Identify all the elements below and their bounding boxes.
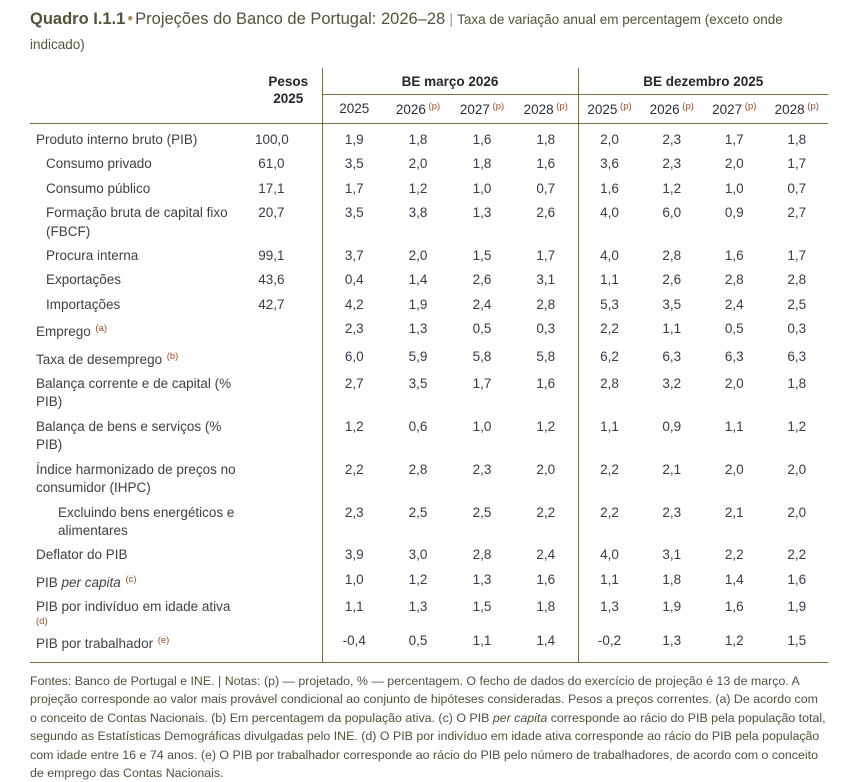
- table-row: [30, 595, 828, 628]
- value-cell-dezembro: 2,2: [578, 458, 641, 501]
- value-cell-marco: 3,0: [408, 547, 428, 563]
- italic-text: per capita: [492, 710, 548, 725]
- table-row: [30, 568, 828, 595]
- table-row: [30, 244, 828, 268]
- corner-cell: [30, 68, 255, 124]
- value-cell-marco: 2,6: [472, 272, 492, 288]
- value-cell-marco: 2,3: [322, 317, 386, 344]
- value-cell-marco: 2,0: [408, 248, 428, 264]
- value-cell-marco: 3,1: [536, 272, 556, 288]
- year-header: [322, 95, 386, 124]
- value-cell-marco: 1,4: [514, 629, 578, 663]
- table-row: [30, 152, 828, 176]
- table-head: [30, 68, 828, 124]
- row-label: [30, 458, 255, 501]
- text-segment: Produto interno bruto (PIB): [36, 132, 198, 147]
- value-cell-marco: 1,1: [450, 629, 514, 663]
- table-row: [30, 458, 828, 501]
- table-title: [30, 7, 828, 57]
- value-cell-marco: 2,4: [536, 547, 556, 563]
- value-cell-dezembro: 2,2: [724, 547, 744, 563]
- pesos-cell: [255, 415, 322, 458]
- year-label: 2026: [395, 102, 426, 117]
- pesos-cell: 61,0: [258, 156, 285, 172]
- value-cell-marco: 1,7: [472, 376, 492, 392]
- row-label: [30, 317, 255, 344]
- value-cell-dezembro: 2,7: [787, 205, 807, 221]
- row-label: [30, 152, 255, 176]
- text-segment: Balança corrente e de capital (% PIB): [36, 376, 232, 410]
- value-cell-marco: 2,0: [408, 156, 428, 172]
- value-cell-dezembro: 1,7: [787, 248, 807, 264]
- value-cell-dezembro: 2,2: [787, 547, 807, 563]
- table-row: [30, 415, 828, 458]
- value-cell-marco: 3,7: [322, 244, 386, 268]
- row-label: [30, 293, 255, 317]
- group-header-marco-2026: BE março 2026: [322, 68, 578, 95]
- table-row: [30, 293, 828, 317]
- value-cell-marco: 0,6: [408, 418, 428, 434]
- table-row: [30, 543, 828, 567]
- value-cell-dezembro: 1,1: [578, 415, 641, 458]
- value-cell-dezembro: 0,5: [724, 321, 744, 337]
- pesos-header-line: 2025: [273, 91, 304, 106]
- value-cell-dezembro: 2,0: [787, 504, 807, 520]
- year-header: [450, 95, 514, 124]
- text-segment: Emprego: [36, 324, 91, 340]
- value-cell-marco: 0,5: [386, 629, 450, 663]
- value-cell-marco: 0,7: [536, 180, 556, 196]
- year-header: [766, 95, 829, 124]
- table-row: [30, 268, 828, 292]
- year-label: 2028: [523, 102, 554, 117]
- value-cell-dezembro: 2,8: [724, 272, 744, 288]
- value-cell-marco: 1,2: [536, 418, 556, 434]
- value-cell-marco: 1,0: [322, 568, 386, 595]
- value-cell-dezembro: 3,6: [578, 152, 641, 176]
- table-row: [30, 345, 828, 372]
- value-cell-dezembro: 2,2: [578, 501, 641, 544]
- year-label: 2026: [649, 102, 680, 117]
- value-cell-dezembro: 1,8: [662, 571, 682, 587]
- value-cell-dezembro: 1,7: [787, 156, 807, 172]
- pesos-cell: [255, 317, 322, 344]
- projections-table: [30, 68, 828, 663]
- value-cell-dezembro: 2,8: [578, 372, 641, 415]
- value-cell-dezembro: 3,2: [662, 376, 682, 392]
- projected-marker: (p): [553, 101, 568, 112]
- value-cell-marco: 1,8: [536, 599, 556, 615]
- value-cell-marco: 5,8: [472, 348, 492, 364]
- pesos-cell: [255, 568, 322, 595]
- value-cell-dezembro: 1,8: [787, 132, 807, 147]
- value-cell-dezembro: 6,3: [724, 348, 744, 364]
- table-row: [30, 317, 828, 344]
- table-row: [30, 124, 828, 153]
- row-label: [30, 201, 255, 244]
- row-label: [30, 595, 255, 628]
- value-cell-marco: 0,5: [472, 321, 492, 337]
- value-cell-dezembro: 1,9: [787, 599, 807, 615]
- text-segment: corresponde ao rácio do PIB pela população total, segundo as Estatísticas Demográficas divulgadas pelo INE. (d) O PIB por indivíduo em idade ativa corresponde ao rácio do PIB pela população com idade entre 16 e 74 anos. (e) O PIB por trabalhador corresponde ao rácio do PIB pelo número de trabalhadores, de acordo com o conceito de emprego das Contas Nacionais.: [30, 710, 826, 780]
- note-marker: (a): [92, 323, 108, 335]
- value-cell-marco: 1,2: [408, 180, 428, 196]
- value-cell-marco: 3,8: [408, 205, 428, 221]
- value-cell-dezembro: 1,6: [724, 599, 744, 615]
- row-label: [30, 345, 255, 372]
- year-header: [386, 95, 450, 124]
- pesos-column-header: [255, 68, 322, 124]
- pesos-cell: [255, 629, 322, 663]
- value-cell-dezembro: 0,9: [724, 205, 744, 221]
- table-row: [30, 629, 828, 663]
- value-cell-dezembro: 2,3: [662, 156, 682, 172]
- value-cell-dezembro: 2,0: [724, 156, 744, 172]
- value-cell-dezembro: 2,3: [662, 504, 682, 520]
- italic-text: per capita: [61, 574, 121, 590]
- value-cell-dezembro: 2,8: [662, 248, 682, 264]
- value-cell-marco: 3,5: [408, 376, 428, 392]
- value-cell-dezembro: 6,3: [662, 348, 682, 364]
- value-cell-marco: 1,1: [322, 595, 386, 628]
- row-label: [30, 177, 255, 201]
- value-cell-marco: 1,8: [536, 132, 556, 147]
- value-cell-marco: 2,0: [536, 461, 556, 477]
- value-cell-marco: 1,6: [536, 156, 556, 172]
- value-cell-marco: 2,7: [322, 372, 386, 415]
- projected-marker: (p): [489, 101, 505, 112]
- year-label: 2027: [459, 102, 490, 117]
- text-segment: Excluindo bens energéticos e alimentares: [58, 504, 235, 538]
- pesos-cell: 100,0: [255, 132, 289, 147]
- projected-marker: (p): [804, 101, 819, 112]
- value-cell-dezembro: 0,7: [787, 180, 807, 196]
- value-cell-dezembro: 3,5: [662, 296, 682, 312]
- value-cell-dezembro: 1,8: [787, 376, 807, 392]
- text-segment: Consumo privado: [46, 156, 152, 172]
- year-label: 2028: [774, 102, 805, 117]
- value-cell-marco: 1,6: [472, 132, 492, 147]
- value-cell-dezembro: 1,2: [787, 418, 807, 434]
- table-body: [30, 124, 828, 663]
- text-segment: Taxa de desemprego: [36, 351, 163, 367]
- text-segment: Deflator do PIB: [36, 547, 128, 563]
- value-cell-dezembro: 4,0: [578, 543, 641, 567]
- value-cell-marco: 0,3: [536, 321, 556, 337]
- table-number: Quadro I.1.1: [30, 10, 126, 28]
- text-segment: Formação bruta de capital fixo (FBCF): [46, 205, 228, 239]
- value-cell-marco: 1,5: [472, 599, 492, 615]
- value-cell-dezembro: 2,4: [724, 296, 744, 312]
- value-cell-dezembro: 0,9: [662, 418, 682, 434]
- value-cell-marco: 2,5: [408, 504, 428, 520]
- value-cell-marco: 2,8: [536, 296, 556, 312]
- value-cell-dezembro: 3,1: [662, 547, 682, 563]
- value-cell-marco: 1,2: [322, 415, 386, 458]
- value-cell-dezembro: 1,6: [787, 571, 807, 587]
- table-notes: [30, 672, 828, 782]
- text-segment: Exportações: [46, 272, 122, 288]
- text-segment: Balança de bens e serviços (% PIB): [36, 418, 222, 453]
- value-cell-marco: -0,4: [322, 629, 386, 663]
- value-cell-marco: 1,8: [472, 156, 492, 172]
- value-cell-dezembro: 4,0: [578, 201, 641, 244]
- text-segment: Importações: [46, 296, 121, 312]
- row-label: [30, 268, 255, 292]
- value-cell-dezembro: 2,6: [662, 272, 682, 288]
- projected-marker: (p): [742, 101, 757, 112]
- row-label: [30, 568, 255, 595]
- value-cell-dezembro: 2,0: [724, 461, 744, 477]
- year-header: [578, 95, 641, 124]
- value-cell-marco: 1,7: [322, 177, 386, 201]
- note-marker: (b): [164, 350, 179, 362]
- note-marker: (e): [155, 634, 170, 646]
- value-cell-dezembro: 5,3: [578, 293, 641, 317]
- value-cell-dezembro: 6,2: [578, 345, 641, 372]
- value-cell-dezembro: 2,1: [662, 461, 682, 477]
- row-label: [30, 501, 255, 544]
- value-cell-marco: 2,6: [536, 205, 556, 221]
- projected-marker: (p): [679, 101, 694, 112]
- table-row: [30, 201, 828, 244]
- value-cell-marco: 1,7: [536, 248, 556, 264]
- value-cell-dezembro: 2,3: [662, 132, 682, 147]
- row-label: [30, 415, 255, 458]
- value-cell-dezembro: 1,4: [724, 571, 744, 587]
- table-subtitle: Taxa de variação anual em percentagem (exceto onde indicado): [30, 12, 783, 52]
- row-label: [30, 629, 255, 663]
- value-cell-dezembro: 1,5: [766, 629, 829, 663]
- value-cell-dezembro: 2,8: [787, 272, 807, 288]
- value-cell-marco: 1,4: [408, 272, 428, 288]
- value-cell-marco: 2,8: [472, 547, 492, 563]
- year-header: [703, 95, 766, 124]
- value-cell-dezembro: -0,2: [578, 629, 641, 663]
- value-cell-marco: 1,9: [322, 124, 386, 153]
- value-cell-marco: 1,8: [408, 132, 428, 147]
- pesos-cell: [255, 543, 322, 567]
- note-marker: (d): [36, 615, 48, 627]
- value-cell-dezembro: 1,1: [578, 568, 641, 595]
- value-cell-marco: 2,2: [536, 504, 556, 520]
- text-segment: PIB por indivíduo em idade ativa: [36, 599, 231, 615]
- value-cell-marco: 1,6: [536, 571, 556, 587]
- value-cell-dezembro: 6,0: [662, 205, 682, 221]
- value-cell-marco: 6,0: [322, 345, 386, 372]
- value-cell-dezembro: 2,0: [724, 376, 744, 392]
- value-cell-marco: 2,3: [472, 461, 492, 477]
- row-label: [30, 124, 255, 153]
- value-cell-dezembro: 1,6: [578, 177, 641, 201]
- value-cell-dezembro: 1,2: [662, 180, 682, 196]
- text-segment: Índice harmonizado de preços no consumidor (IHPC): [36, 461, 236, 496]
- value-cell-marco: 1,3: [472, 571, 492, 587]
- row-label: [30, 372, 255, 415]
- value-cell-dezembro: 1,2: [703, 629, 766, 663]
- value-cell-marco: 1,0: [472, 418, 492, 434]
- year-label: 2025: [339, 101, 370, 116]
- value-cell-dezembro: 6,3: [787, 348, 807, 364]
- value-cell-marco: 1,2: [408, 571, 428, 587]
- group-header-dezembro-2025: BE dezembro 2025: [578, 68, 828, 95]
- value-cell-marco: 2,2: [322, 458, 386, 501]
- pesos-cell: 17,1: [258, 180, 285, 196]
- text-segment: PIB: [36, 574, 62, 590]
- value-cell-marco: 1,3: [472, 205, 492, 221]
- value-cell-dezembro: 1,3: [578, 595, 641, 628]
- value-cell-marco: 2,4: [472, 296, 492, 312]
- text-segment: PIB por trabalhador: [36, 635, 154, 651]
- text-segment: Procura interna: [46, 248, 139, 264]
- year-header: [641, 95, 704, 124]
- value-cell-marco: 1,0: [472, 180, 492, 196]
- value-cell-marco: 1,9: [408, 296, 428, 312]
- pesos-cell: 99,1: [258, 248, 285, 264]
- value-cell-marco: 2,3: [322, 501, 386, 544]
- table-row: [30, 372, 828, 415]
- value-cell-dezembro: 2,2: [578, 317, 641, 344]
- pesos-cell: [255, 595, 322, 628]
- value-cell-dezembro: 2,1: [724, 504, 744, 520]
- year-header: [514, 95, 578, 124]
- pesos-header-line: Pesos: [268, 74, 309, 89]
- value-cell-dezembro: 1,6: [724, 248, 744, 264]
- value-cell-dezembro: 1,9: [662, 599, 682, 615]
- text-segment: Fontes: Banco de Portugal e INE. | Notas: (p) — projetado, % — percentagem. O fecho de dados do exercício de projeção é 13 de março. A projeção corresponde ao valor mais provável condicional ao conjunto de hipóteses consideradas. Pesos a preços correntes. (a) De acordo com o conceito de Contas Nacionais. (b) Em percentagem da população ativa. (c) O PIB: [30, 673, 818, 725]
- year-label: 2027: [712, 102, 743, 117]
- value-cell-marco: 5,8: [536, 348, 556, 364]
- table-row: [30, 501, 828, 544]
- bullet-separator: •: [127, 10, 134, 28]
- value-cell-dezembro: 4,0: [578, 244, 641, 268]
- table-title-text: Projeções do Banco de Portugal: 2026–28: [135, 10, 446, 28]
- row-label: [30, 543, 255, 567]
- pesos-cell: [255, 501, 322, 544]
- pipe-separator: |: [449, 11, 454, 28]
- value-cell-dezembro: 2,5: [787, 296, 807, 312]
- value-cell-dezembro: 1,0: [724, 180, 744, 196]
- value-cell-marco: 3,5: [322, 201, 386, 244]
- value-cell-dezembro: 1,3: [641, 629, 704, 663]
- value-cell-dezembro: 1,1: [578, 268, 641, 292]
- value-cell-marco: 1,3: [408, 599, 428, 615]
- value-cell-dezembro: 2,0: [578, 124, 641, 153]
- value-cell-marco: 3,9: [322, 543, 386, 567]
- text-segment: Consumo público: [46, 180, 151, 196]
- header-row-groups: [30, 68, 828, 95]
- pesos-cell: [255, 372, 322, 415]
- value-cell-marco: 5,9: [408, 348, 428, 364]
- note-marker: (c): [122, 573, 137, 585]
- value-cell-marco: 1,5: [472, 248, 492, 264]
- pesos-cell: 43,6: [258, 272, 285, 288]
- value-cell-dezembro: 1,1: [724, 418, 744, 434]
- value-cell-dezembro: 1,1: [662, 321, 682, 337]
- value-cell-dezembro: 0,3: [787, 321, 807, 337]
- year-label: 2025: [587, 102, 618, 117]
- value-cell-marco: 0,4: [322, 268, 386, 292]
- value-cell-marco: 1,6: [536, 376, 556, 392]
- value-cell-dezembro: 1,7: [724, 132, 744, 147]
- projected-marker: (p): [425, 101, 441, 112]
- value-cell-marco: 4,2: [322, 293, 386, 317]
- table-row: [30, 177, 828, 201]
- pesos-cell: 20,7: [258, 205, 285, 221]
- value-cell-marco: 3,5: [322, 152, 386, 176]
- value-cell-dezembro: 2,0: [787, 461, 807, 477]
- value-cell-marco: 1,3: [408, 321, 428, 337]
- pesos-cell: 42,7: [258, 296, 285, 312]
- pesos-cell: [255, 345, 322, 372]
- pesos-cell: [255, 458, 322, 501]
- projected-marker: (p): [617, 101, 632, 112]
- value-cell-marco: 2,5: [472, 504, 492, 520]
- row-label: [30, 244, 255, 268]
- value-cell-marco: 2,8: [408, 461, 428, 477]
